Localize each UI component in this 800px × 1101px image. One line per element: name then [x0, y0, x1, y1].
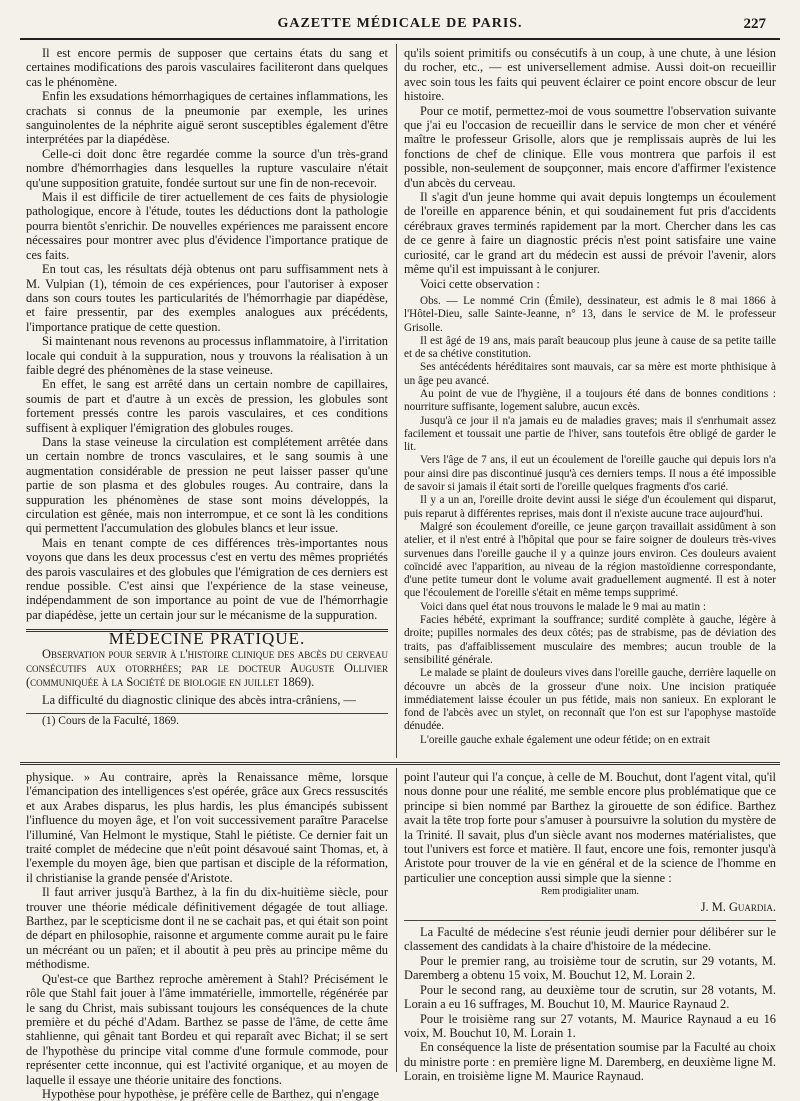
- column-divider-top: [396, 44, 397, 758]
- faculty-paragraph: Pour le second rang, au deuxième tour de scrutin, sur 28 votants, M. Lorain a eu 16 suffrages, M. Bouchut 10, M. Maurice Raynaud 2.: [404, 982, 776, 1012]
- paragraph: Qu'est-ce que Barthez reproche amèrement à Stahl? Précisément le rôle que Stahl fait jouer à l'âme immatérielle, immortelle, régénérée par le sang du Christ, mais subissant toujours les conséquences de la chute première et du péché d'Adam. Barthez se passe de l'âme, de cette âme stahlienne, qui gênait tant Bordeu et qui reparaît avec Bichat; il se sert de l'hypothèse du principe vital comme d'une formule commode, pour représenter cette inconnue, qui est l'activité organique, et au moyen de laquelle il essaye une théorie unitaire des fonctions.: [26, 971, 388, 1087]
- top-left-column: [26, 46, 388, 756]
- faculty-paragraph: La Faculté de médecine s'est réunie jeudi dernier pour délibérer sur le classement des candidats à la chaire d'histoire de la médecine.: [404, 925, 776, 954]
- paragraph: En tout cas, les résultats déjà obtenus ont paru suffisamment nets à M. Vulpian (1), témoin de ces expériences, pour l'autoriser à exposer dans son cours toutes les particularités de l'hémorrhagie par diapédèse, et faire pressentir, par des exemples analogues aux précédents, l'importance pratique de cette question.: [26, 262, 388, 334]
- motto: Rem prodigialiter unam.: [540, 886, 640, 898]
- paragraph: Il s'agit d'un jeune homme qui avait depuis longtemps un écoulement de l'oreille en apparence bénin, et qui soudainement fut pris d'accidents cérébraux graves terminés rapidement par la mort. Chercher dans les cas de ce genre à faire un diagnostic précis n'est point satisfaire une vaine curiosité, car le grand art du médecin est aussi de prévoir l'avenir, alors même qu'il est impuissant à le conjurer.: [404, 190, 776, 277]
- faculty-paragraph: Pour le premier rang, au troisième tour de scrutin, sur 29 votants, M. Daremberg a obtenu 15 voix, M. Bouchut 12, M. Lorain 2.: [404, 953, 776, 983]
- footnote: (1) Cours de la Faculté, 1869.: [42, 715, 180, 728]
- faculty-paragraph: En conséquence la liste de présentation soumise par la Faculté au choix du ministre porte : en première ligne M. Daremberg, en deuxième ligne M. Lorain, en troisième ligne M. Maurice Raynaud.: [404, 1040, 776, 1084]
- observation-paragraph: Voici dans quel état nous trouvons le malade le 9 mai au matin :: [420, 600, 706, 613]
- page-number: 227: [743, 16, 766, 32]
- paragraph: Hypothèse pour hypothèse, je préfère celle de Barthez, qui n'engage: [42, 1086, 379, 1101]
- journal-title: GAZETTE MÉDICALE DE PARIS.: [277, 16, 523, 31]
- observation-paragraph: Facies hébété, exprimant la souffrance; surdité complète à gauche, légère à droite; pupilles normales des deux côtés; pas de strabisme, pas de déviation des traits, pas d'affaiblissement musculaire des membres; aucun trouble de la sensibilité générale.: [404, 614, 776, 666]
- bottom-left-column: [26, 770, 388, 1101]
- article-heading: Observation pour servir à l'histoire clinique des abcès du cerveau consécutifs aux otorrhées; par le docteur Auguste Ollivier (communiquée à la Société de biologie en juillet 1869).: [26, 646, 388, 690]
- paragraph: qu'ils soient primitifs ou consécutifs à un coup, à une chute, à une lésion du rocher, etc., — est universellement admise. Aussi doit-on recueillir avec soin tous les faits qui peuvent éclairer ce point encore obscur de leur histoire.: [404, 46, 776, 104]
- bottom-right-column: [404, 770, 776, 1084]
- observation-paragraph: Jusqu'à ce jour il n'a jamais eu de maladies graves; mais il s'enrhumait assez facilement et toussait une partie de l'hiver, sans toutefois être obligé de garder le lit.: [404, 414, 776, 454]
- paragraph: Il est encore permis de supposer que certains états du sang et certaines modifications des parois vasculaires faciliteront dans quelques cas le phénomène.: [26, 46, 388, 89]
- observation-paragraph: L'oreille gauche exhale également une odeur fétide; on en extrait: [420, 733, 710, 746]
- paragraph: En effet, le sang est arrêté dans un certain nombre de capillaires, soumis de part et d'autre à un excès de pression, les globules sont fortement pressés contre les parois vasculaires, et ces conditions suffisent à expliquer l'émigration des globules rouges.: [26, 377, 388, 435]
- observation-paragraph: Obs. — Le nommé Crin (Émile), dessinateur, est admis le 8 mai 1866 à l'Hôtel-Dieu, salle Sainte-Jeanne, n° 13, dans le service de M. le professeur Grisolle.: [404, 294, 776, 334]
- observation-paragraph: Vers l'âge de 7 ans, il eut un écoulement de l'oreille gauche qui depuis lors n'a pour ainsi dire pas discontinué jusqu'à ces derniers temps. Il nous a été impossible de savoir si jamais il était sorti de l'oreille quelques fragments d'os carié.: [404, 454, 776, 494]
- paragraph: Pour ce motif, permettez-moi de vous soumettre l'observation suivante que j'ai eu l'occasion de recueillir dans le service de mon cher et vénéré maître le professeur Grisolle, alors que je remplissais auprès de lui les fonctions de chef de clinique. Elle vous montrera que parfois il est possible, non-seulement de soupçonner, mais encore d'affirmer l'existence d'un abcès du cerveau.: [404, 103, 776, 190]
- paragraph: Si maintenant nous revenons au processus inflammatoire, à l'irritation locale qui conduit à la suppuration, nous y trouvons la réalisation à un faible degré des phénomènes de la stase veineuse.: [26, 334, 388, 377]
- paragraph: Mais il est difficile de tirer actuellement de ces faits de physiologie pathologique, encore à l'étude, toutes les déductions dont la pathologie pourra bientôt s'enrichir. De nouvelles expériences me paraissent encore nécessaires pour montrer avec plus d'évidence l'importance pratique de ces faits.: [26, 190, 388, 262]
- paragraph: physique. » Au contraire, après la Renaissance même, lorsque l'émancipation des intelligences s'est opérée, grâce aux Grecs ressuscités et aux Arabes disparus, les plus hardis, les plus émancipés subissent l'influence du moyen âge, et l'on voit successivement paraître Paracelse l'illuminé, Van Helmont le mystique, Stahl le piétiste. Ce dernier fait un traité complet de médecine que n'eût point désavoué saint Thomas, et, à l'exemple du moyen âge, bien que partisan et disciple de la réformation, il christianise la grande pensée d'Aristote.: [26, 770, 388, 885]
- paragraph: Enfin les exsudations hémorrhagiques de certaines inflammations, les crachats si connus de la pneumonie par exemple, les urines sanguinolentes de la néphrite aiguë seront susceptibles également d'être interprétées par la diapédèse.: [26, 89, 388, 147]
- paragraph: Il faut arriver jusqu'à Barthez, à la fin du dix-huitième siècle, pour trouver une théorie médicale définitivement dégagée de tout alliage. Barthez, par le scepticisme dont il ne se cachait pas, et qui était son point de départ en philosophie, raisonne et argumente comme aurait pu le faire un mécréant ou un païen; et il aboutit à peu près au principe même du méthodisme.: [26, 885, 388, 972]
- observation-paragraph: Il est âgé de 19 ans, mais paraît beaucoup plus jeune à cause de sa petite taille et de sa chétive constitution.: [404, 334, 776, 361]
- section-title: MÉDECINE PRATIQUE.: [108, 629, 306, 649]
- article-start: La difficulté du diagnostic clinique des abcès intra-crâniens, —: [42, 692, 356, 707]
- observation-paragraph: Il y a un an, l'oreille droite devint aussi le siége d'un écoulement qui disparut, puis reparut à différentes reprises, mais dont il n'existe aucune trace aujourd'hui.: [404, 494, 776, 520]
- paragraph: point l'auteur qui l'a conçue, à celle de M. Bouchut, dont l'agent vital, qu'il nous donne pour une réalité, me semble encore plus problématique que ce principe si bien nommé par Barthez la girouette de son édifice. Barthez avait la tête trop forte pour s'amuser à poursuivre la solution du mystère de la Trinité. Il savait, plus d'un siècle avant nos modernes matérialistes, que tout l'univers est force et matière. Il faut, encore une fois, remonter jusqu'à Aristote pour trouver de la vie en général et de la science de l'homme en particulier une conception aussi simple que la sienne :: [404, 770, 776, 885]
- header-rule: [20, 38, 780, 40]
- faculty-paragraph: Pour le troisième rang sur 27 votants, M. Maurice Raynaud a eu 16 voix, M. Bouchut 10, M. Lorain 1.: [404, 1011, 776, 1040]
- observation-paragraph: Le malade se plaint de douleurs vives dans l'oreille gauche, derrière laquelle on découvre un abcès de la grosseur d'une noix. Une incision pratiquée immédiatement laisse écouler un pus fétide, mais non sanieux. En explorant le fond de l'abcès avec un stylet, on reconnaît que l'on est sur l'apophyse mastoïde dénudée.: [404, 667, 776, 733]
- paragraph: Mais en tenant compte de ces différences très-importantes nous voyons que dans les deux processus c'est en vertu des mêmes propriétés des parois vasculaires et des globules que l'émigration de ces derniers est rendue possible. C'est ainsi que l'expérience de la stase veineuse, indépendamment de son importance au point de vue de l'hémorrhagie par diapédèse, jette un certain jour sur le mécanisme de la suppuration.: [26, 535, 388, 622]
- signature: J. M. Guardia.: [700, 899, 776, 914]
- column-divider-bottom: [396, 768, 397, 1072]
- paragraph: Dans la stase veineuse la circulation est complétement arrêtée dans un certain nombre de troncs vasculaires, et le sang soumis à une augmentation considérable de pression ne peut laisser passer qu'une partie de son plasma et des globules rouges. Au contraire, dans la suppuration les phénomènes de stase sont moins développés, la circulation est gênée, mais non interrompue, et ce sont là les conditions qui permettent l'accumulation des globules blancs et leur issue.: [26, 434, 388, 536]
- paragraph: Celle-ci doit donc être regardée comme la source d'un très-grand nombre d'hémorrhagies dans lesquelles la rupture vasculaire n'était qu'une supposition gratuite, fondée surtout sur une fin de non-recevoir.: [26, 146, 388, 190]
- top-right-column: [404, 46, 776, 758]
- feuilleton-divider: [20, 762, 780, 765]
- observation-paragraph: Au point de vue de l'hygiène, il a toujours été dans de bonnes conditions : nourriture suffisante, logement salubre, aucun excès.: [404, 387, 776, 414]
- paragraph: Voici cette observation :: [420, 276, 540, 291]
- page-header: [24, 10, 776, 36]
- observation-paragraph: Ses antécédents héréditaires sont mauvais, car sa mère est morte phthisique à un âge peu avancé.: [404, 361, 776, 387]
- observation-paragraph: Malgré son écoulement d'oreille, ce jeune garçon travaillait assidûment à son atelier, et il n'est entré à l'hôpital que pour se faire soigner de douleurs très-vives survenues dans l'oreille gauche il y a quinze jours environ. Ces douleurs avaient coïncidé avec l'apparition, au niveau de la région mastoïdienne correspondante, d'une petite tumeur dont le volume avait graduellement augmenté. Il est à noter que l'écoulement de l'oreille s'était en même temps supprimé.: [404, 520, 776, 600]
- news-divider: [404, 920, 776, 921]
